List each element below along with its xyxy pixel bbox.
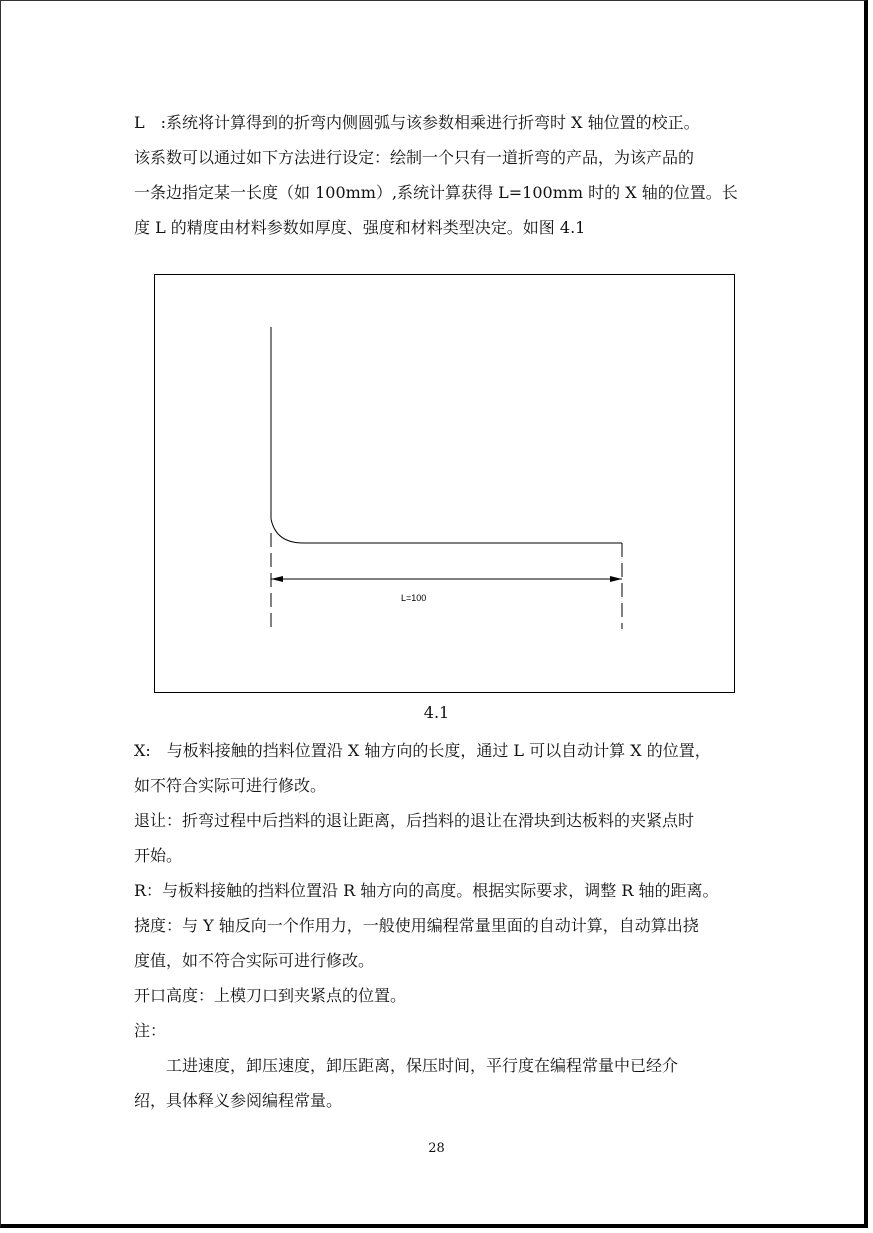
note-heading: 注： bbox=[134, 1021, 167, 1040]
bend-arc bbox=[271, 519, 303, 543]
deflection-definition-line-1: 挠度：与 Y 轴反向一个作用力，一般使用编程常量里面的自动计算，自动算出挠 bbox=[134, 916, 699, 935]
dimension-label: L=100 bbox=[401, 593, 427, 603]
bend-figure bbox=[154, 274, 735, 693]
intro-line-3: 一条边指定某一长度（如 100mm）,系统计算获得 L=100mm 时的 X 轴的位置。长 bbox=[134, 183, 738, 202]
dimension-arrow-right bbox=[610, 576, 622, 582]
page-number: 28 bbox=[428, 1141, 445, 1156]
retreat-definition-line-2: 开始。 bbox=[134, 846, 183, 865]
retreat-definition-line-1: 退让：折弯过程中后挡料的退让距离，后挡料的退让在滑块到达板料的夹紧点时 bbox=[134, 811, 695, 830]
intro-line-2: 该系数可以通过如下方法进行设定：绘制一个只有一道折弯的产品，为该产品的 bbox=[134, 148, 695, 167]
deflection-definition-line-2: 度值，如不符合实际可进行修改。 bbox=[134, 951, 375, 970]
x-definition-line-1: X: 与板料接触的挡料位置沿 X 轴方向的长度，通过 L 可以自动计算 X 的位置， bbox=[134, 741, 711, 760]
intro-paragraph bbox=[134, 105, 742, 245]
definitions-section bbox=[134, 733, 742, 1118]
bend-drawing bbox=[155, 275, 736, 694]
x-definition-line-2: 如不符合实际可进行修改。 bbox=[134, 776, 327, 795]
r-definition-line-1: R：与板料接触的挡料位置沿 R 轴方向的高度。根据实际要求，调整 R 轴的距离。 bbox=[134, 881, 719, 900]
intro-line-1: L :系统将计算得到的折弯内侧圆弧与该参数相乘进行折弯时 X 轴位置的校正。 bbox=[134, 113, 700, 132]
opening-height-definition-line-1: 开口高度：上模刀口到夹紧点的位置。 bbox=[134, 986, 407, 1005]
note-line-2: 绍，具体释义参阅编程常量。 bbox=[134, 1091, 343, 1110]
intro-line-4: 度 L 的精度由材料参数如厚度、强度和材料类型决定。如图 4.1 bbox=[134, 218, 586, 237]
figure-caption: 4.1 bbox=[423, 703, 450, 722]
note-line-1: 工进速度，卸压速度，卸压距离，保压时间，平行度在编程常量中已经介 bbox=[166, 1056, 679, 1075]
dimension-arrow-left bbox=[271, 576, 283, 582]
